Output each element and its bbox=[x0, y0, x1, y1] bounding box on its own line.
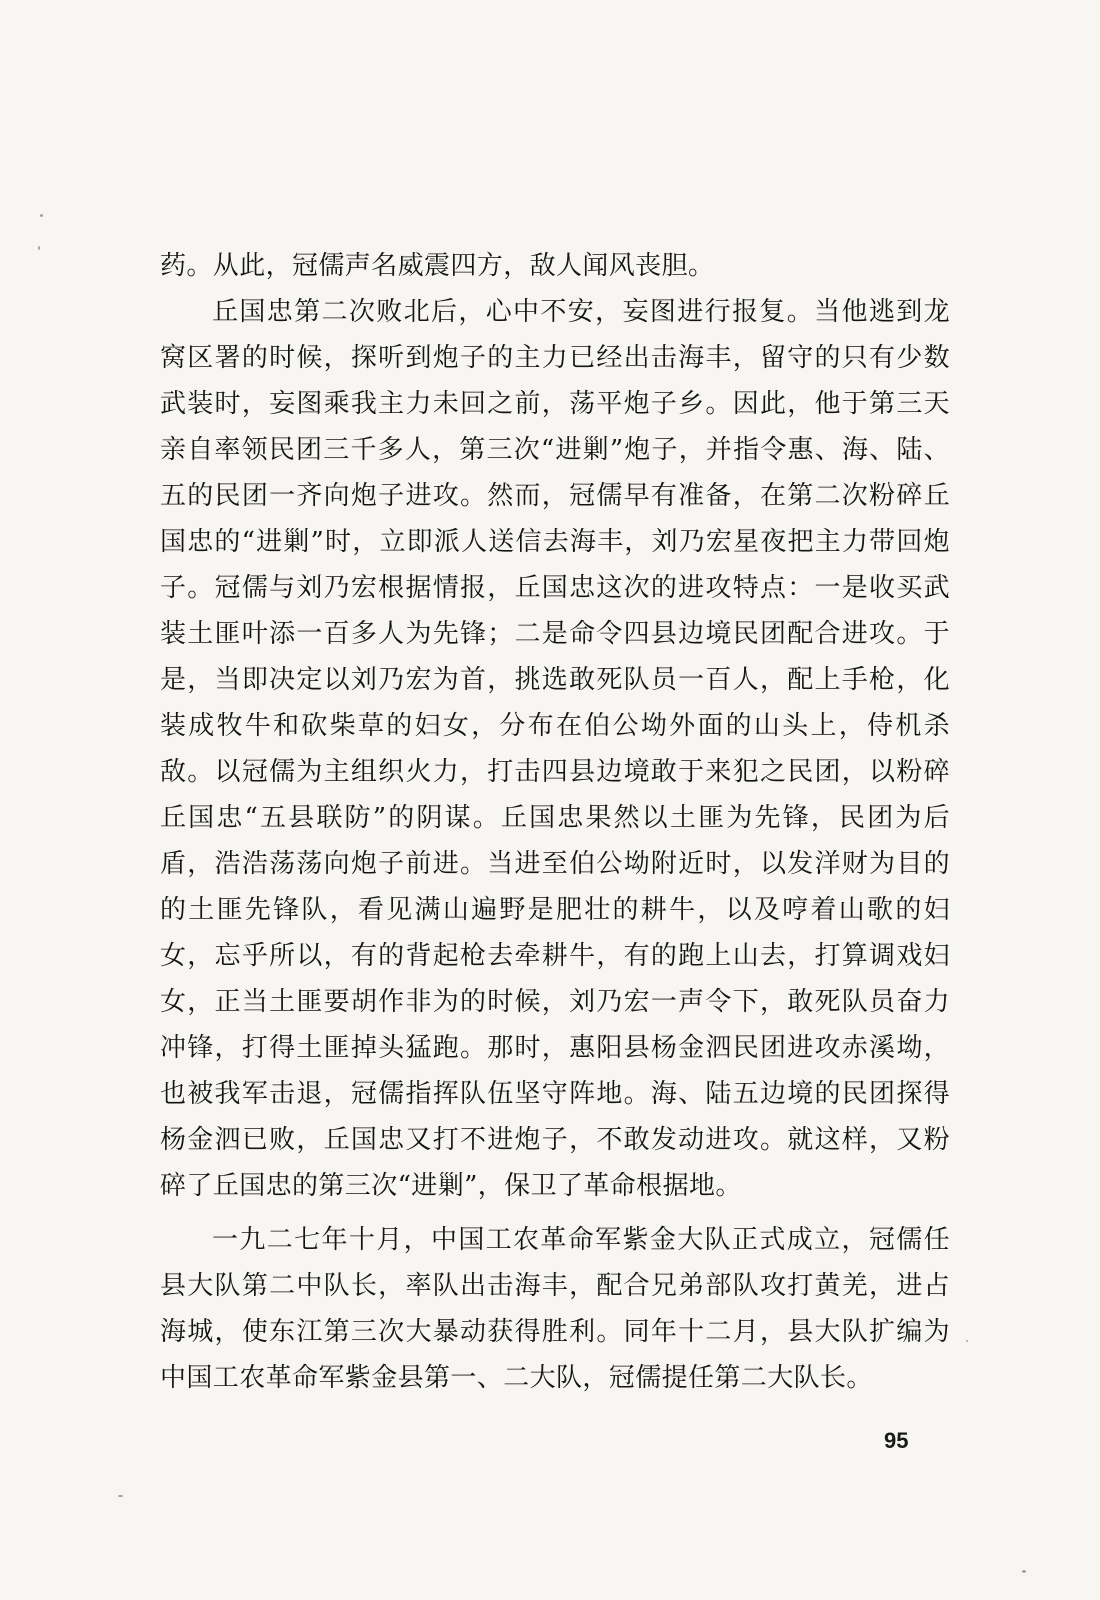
paragraph: 一九二七年十月，中国工农革命军紫金大队正式成立，冠儒任县大队第二中队长，率队出击海丰，配合兄弟部队攻打黄羌，进占海城，使东江第三次大暴动获得胜利。同年十二月，县大队扩编为中国工农革命军紫金县第一、二大队，冠儒提任第二大队长。 bbox=[160, 1225, 950, 1393]
page-number: 95 bbox=[884, 1428, 909, 1453]
body-text bbox=[160, 243, 950, 1401]
scan-speck bbox=[38, 246, 40, 250]
paragraph: 丘国忠第二次败北后，心中不安，妄图进行报复。当他逃到龙窝区署的时候，探听到炮子的主力已经出击海丰，留守的只有少数武装时，妄图乘我主力未回之前，荡平炮子乡。因此，他于第三天亲自率领民团三千多人，第三次“进剿”炮子，并指令惠、海、陆、五的民团一齐向炮子进攻。然而，冠儒早有准备，在第二次粉碎丘国忠的“进剿”时，立即派人送信去海丰，刘乃宏星夜把主力带回炮子。冠儒与刘乃宏根据情报，丘国忠这次的进攻特点：一是收买武装土匪叶添一百多人为先锋；二是命令四县边境民团配合进攻。于是，当即决定以刘乃宏为首，挑选敢死队员一百人，配上手枪，化装成牧牛和砍柴草的妇女，分布在伯公坳外面的山头上，侍机杀敌。以冠儒为主组织火力，打击四县边境敢于来犯之民团，以粉碎丘国忠“五县联防”的阴谋。丘国忠果然以土匪为先锋，民团为后盾，浩浩荡荡向炮子前进。当进至伯公坳附近时，以发洋财为目的的土匪先锋队，看见满山遍野是肥壮的耕牛，以及哼着山歌的妇女，忘乎所以，有的背起枪去牵耕牛，有的跑上山去，打算调戏妇女，正当土匪要胡作非为的时候，刘乃宏一声令下，敢死队员奋力冲锋，打得土匪掉头猛跑。那时，惠阳县杨金泗民团进攻赤溪坳，也被我军击退，冠儒指挥队伍坚守阵地。海、陆五边境的民团探得杨金泗已败，丘国忠又打不进炮子，不敢发动进攻。就这样，又粉碎了丘国忠的第三次“进剿”，保卫了革命根据地。 bbox=[160, 297, 950, 1201]
scan-speck bbox=[966, 1340, 968, 1342]
scan-speck bbox=[118, 1495, 123, 1497]
paragraph-continuation: 药。从此，冠儒声名威震四方，敌人闻风丧胆。 bbox=[160, 251, 715, 281]
scan-speck bbox=[40, 214, 43, 217]
scan-speck bbox=[1022, 1570, 1026, 1573]
